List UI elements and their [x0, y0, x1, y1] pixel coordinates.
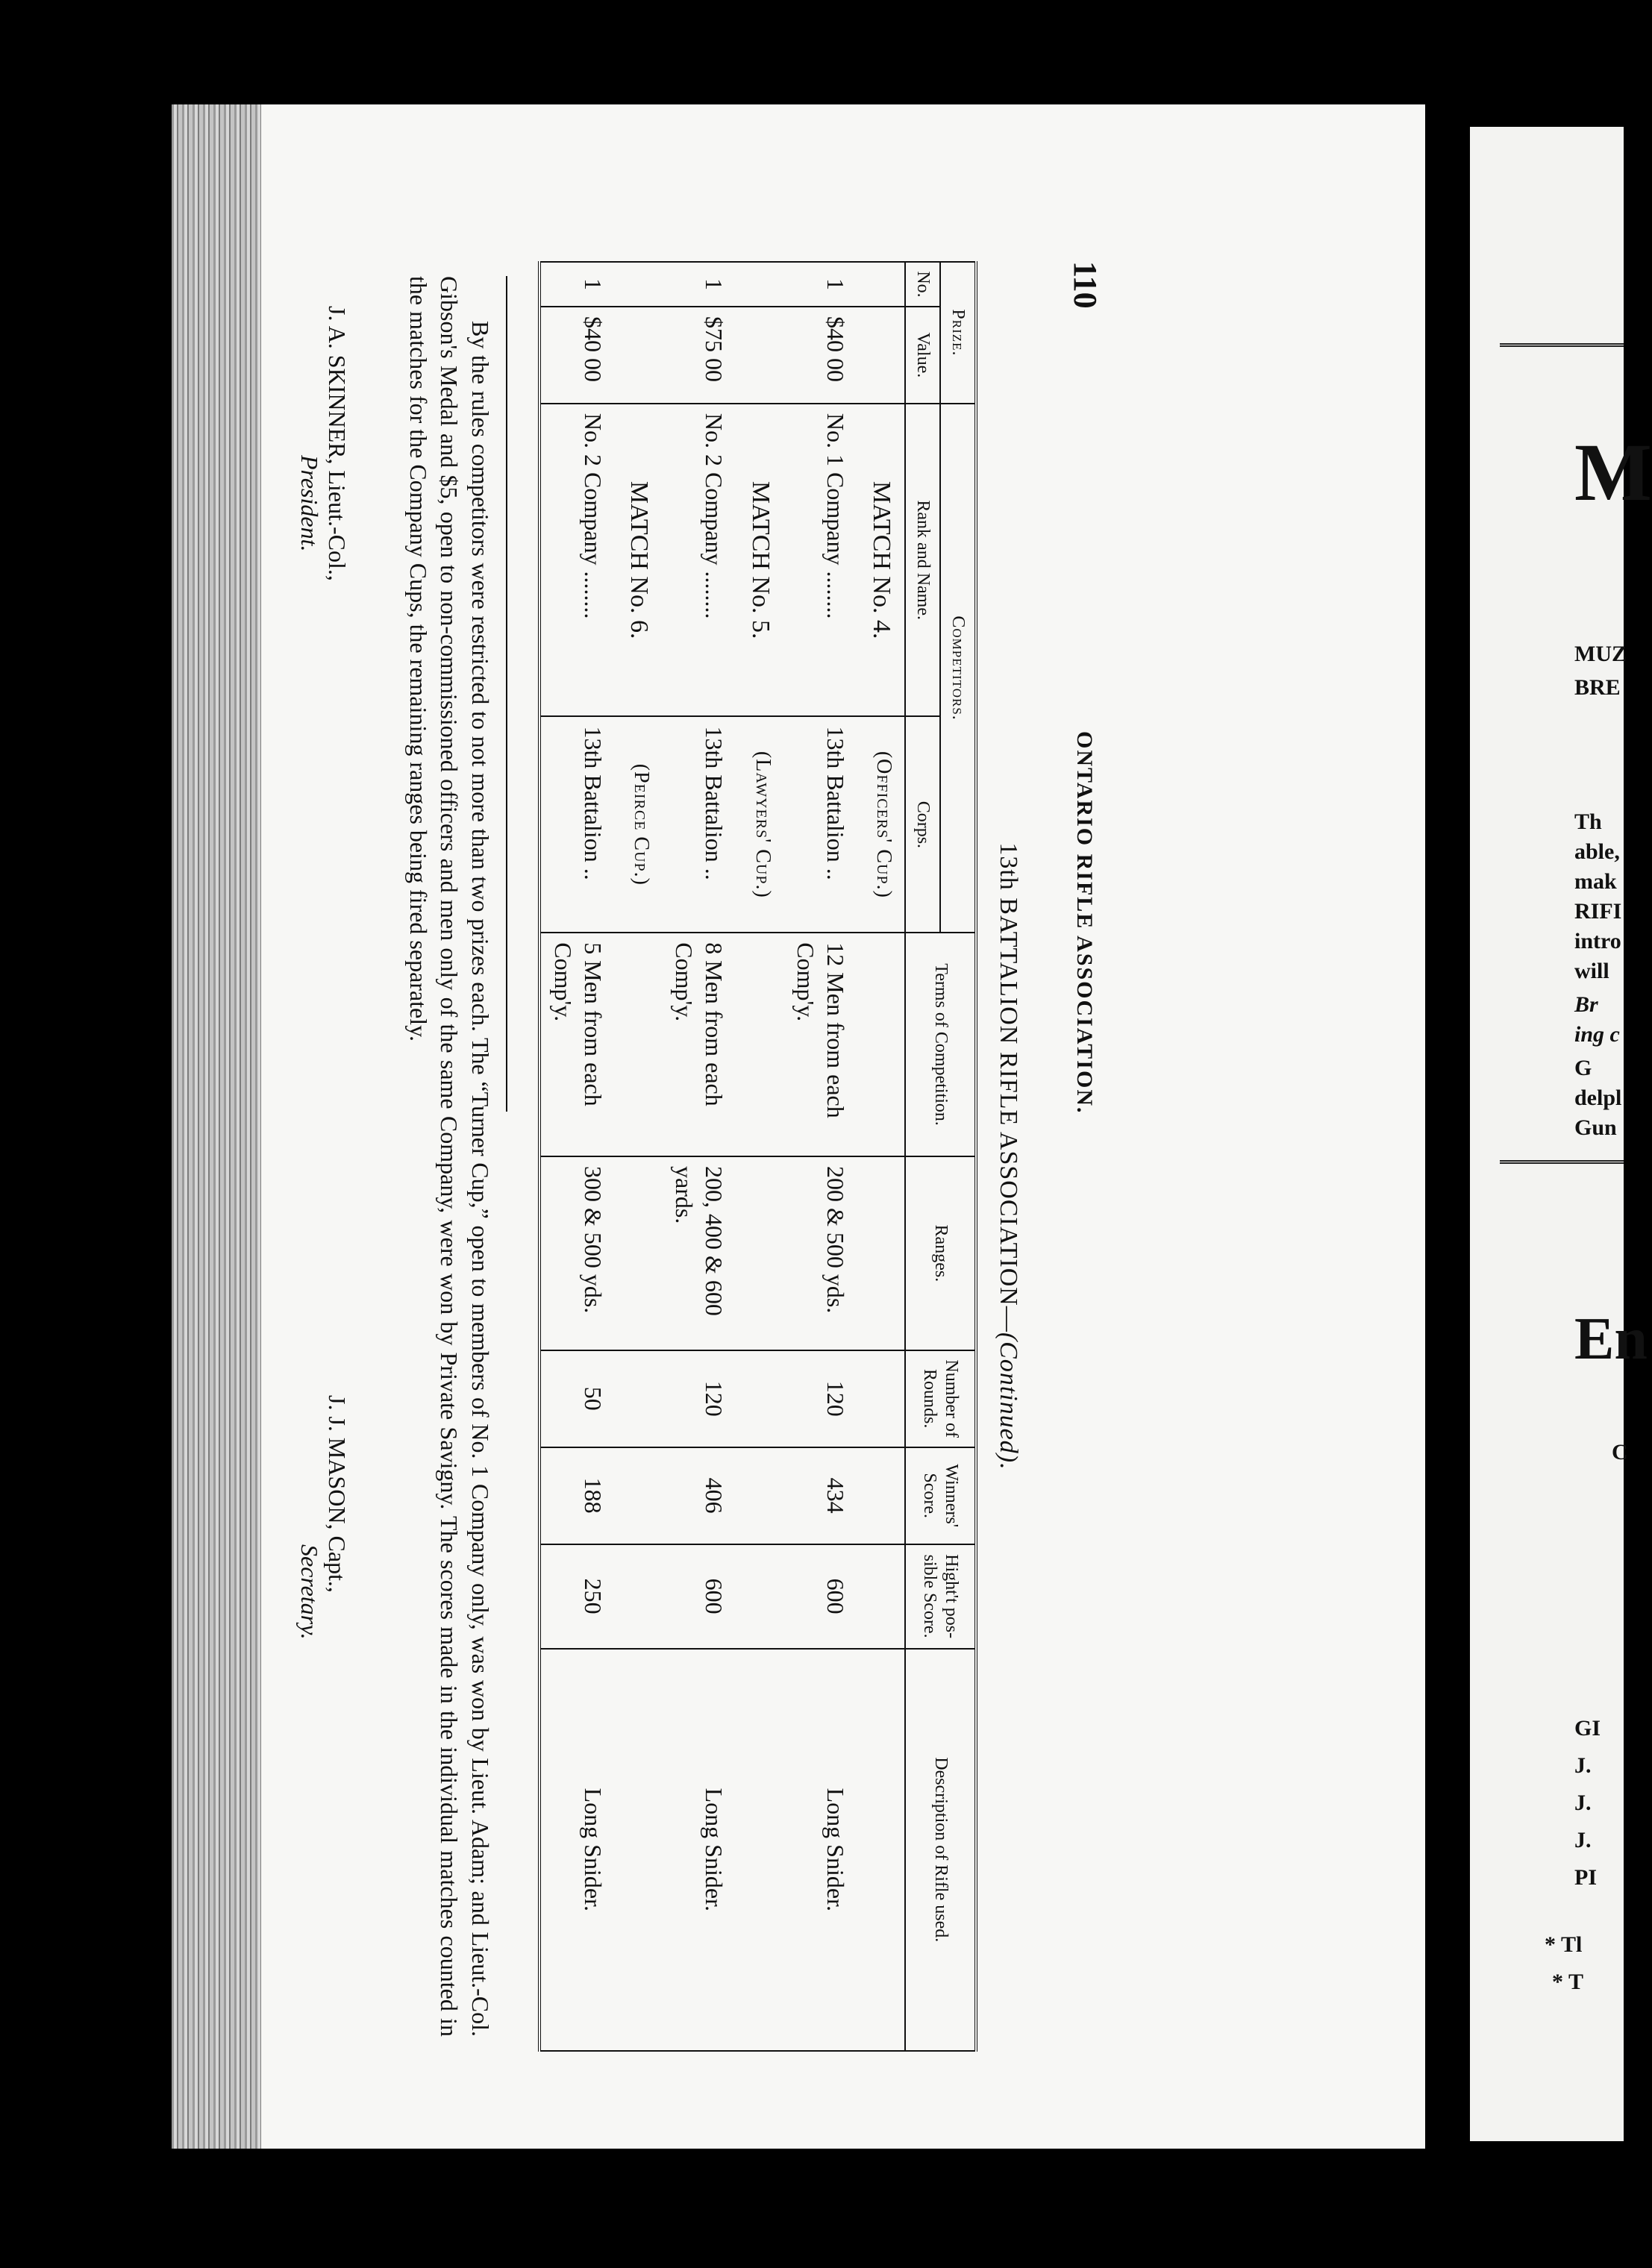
scan-gutter	[172, 104, 261, 2149]
match-heading-row	[616, 262, 663, 2051]
table-row	[539, 262, 616, 2051]
facing-line: BRE	[1574, 675, 1621, 700]
facing-line: J.	[1574, 1753, 1592, 1778]
facing-line: Gun	[1574, 1115, 1617, 1140]
header-ranges: Ranges.	[905, 1156, 976, 1350]
ranges: 200, 400 & 600 yards.	[662, 1156, 736, 1350]
facing-rule-top	[1500, 343, 1624, 347]
match-cup: (Peirce Cup.)	[616, 716, 663, 933]
winners-score: 406	[662, 1447, 736, 1544]
facing-line: PI	[1574, 1865, 1597, 1890]
president-name: J. A. SKINNER, Lieut.-Col.,	[324, 306, 351, 581]
facing-line: G	[1574, 1056, 1592, 1080]
notes-section	[402, 276, 507, 2037]
table-title-continued: (Continued).	[995, 1332, 1022, 1470]
highest-score: 250	[539, 1544, 616, 1649]
facing-big-letter-2: En	[1574, 1306, 1648, 1372]
ranges: 300 & 500 yds.	[539, 1156, 616, 1350]
header-prize: Prize.	[940, 262, 976, 404]
prize-value: $40 00	[539, 307, 616, 404]
facing-big-letter: M	[1574, 427, 1652, 518]
facing-footnote: * Tl	[1545, 1932, 1583, 1957]
facing-rule-mid	[1500, 1160, 1624, 1164]
corps: 13th Battalion ..	[783, 716, 858, 933]
winners-score: 434	[783, 1447, 858, 1544]
prize-value: $75 00	[662, 307, 736, 404]
president-signature	[295, 306, 351, 581]
rank-name: No. 1 Company ........	[783, 404, 858, 717]
rounds: 120	[783, 1350, 858, 1447]
highest-score: 600	[662, 1544, 736, 1649]
match-cup: (Officers' Cup.)	[858, 716, 906, 933]
secretary-title: Secretary.	[296, 1544, 323, 1640]
facing-line: C	[1612, 1440, 1628, 1465]
header-terms: Terms of Competition.	[905, 933, 976, 1156]
table-title	[994, 246, 1022, 2067]
header-corps: Corps.	[905, 716, 940, 933]
notes-paragraph: By the rules competitors were restricted to not more than two prizes each. The “Turner Cup,” open to members of No. 1 Company only, was won by Lieut. Adam; and Lieut.-Col. Gibson's Medal and $5, open to non-commissioned officers and men only of the same Company, were won by Private Savigny. The scores made in the individual matches counted in the matches for the Company Cups, the remaining ranges being fired separately.	[404, 276, 494, 2037]
header-highest-score: Hight't pos-sible Score.	[905, 1544, 976, 1649]
facing-line: able,	[1574, 839, 1620, 864]
match-title: MATCH No. 4.	[858, 404, 906, 717]
prize-value: $40 00	[783, 307, 858, 404]
rifle: Long Snider.	[662, 1649, 736, 2051]
header-value: Value.	[905, 307, 940, 404]
corps: 13th Battalion ..	[539, 716, 616, 933]
running-header	[1045, 246, 1104, 2067]
terms: 5 Men from each Comp'y.	[539, 933, 616, 1156]
prize-no: 1	[783, 262, 858, 307]
ranges: 200 & 500 yds.	[783, 1156, 858, 1350]
facing-line: Br	[1574, 992, 1598, 1017]
notes-rule	[506, 276, 507, 1112]
header-rank-name: Rank and Name.	[905, 404, 940, 717]
highest-score: 600	[783, 1544, 858, 1649]
facing-footnote: * T	[1552, 1970, 1583, 1994]
facing-line: MUZ	[1574, 642, 1627, 666]
rank-name: No. 2 Company ........	[539, 404, 616, 717]
page-number: 110	[1067, 261, 1104, 309]
prize-no: 1	[539, 262, 616, 307]
match-title: MATCH No. 5.	[736, 404, 783, 717]
prize-no: 1	[662, 262, 736, 307]
rifle: Long Snider.	[539, 1649, 616, 2051]
match-heading-row	[858, 262, 906, 2051]
header-rifle: Description of Rifle used.	[905, 1649, 976, 2051]
signatures	[261, 276, 351, 2037]
facing-line: Th	[1574, 809, 1602, 834]
facing-line: mak	[1574, 869, 1617, 894]
rank-name: No. 2 Company ........	[662, 404, 736, 717]
table-row	[783, 262, 858, 2051]
corps: 13th Battalion ..	[662, 716, 736, 933]
match-title: MATCH No. 6.	[616, 404, 663, 717]
header-winners-score: Winners' Score.	[905, 1447, 976, 1544]
rounds: 120	[662, 1350, 736, 1447]
facing-line: J.	[1574, 1791, 1592, 1815]
header-rounds: Number of Rounds.	[905, 1350, 976, 1447]
secretary-name: J. J. MASON, Capt.,	[324, 1395, 351, 1593]
facing-line: will	[1574, 959, 1609, 983]
match-cup: (Lawyers' Cup.)	[736, 716, 783, 933]
terms: 12 Men from each Comp'y.	[783, 933, 858, 1156]
table-row	[662, 262, 736, 2051]
secretary-signature	[295, 1395, 351, 1640]
rifle: Long Snider.	[783, 1649, 858, 2051]
winners-score: 188	[539, 1447, 616, 1544]
match-results-table	[538, 261, 977, 2052]
header-competitors: Competitors.	[940, 404, 976, 933]
rounds: 50	[539, 1350, 616, 1447]
facing-line: GI	[1574, 1716, 1601, 1741]
facing-line: J.	[1574, 1828, 1592, 1852]
president-title: President.	[296, 455, 323, 552]
running-title: ONTARIO RIFLE ASSOCIATION.	[1072, 731, 1097, 1115]
facing-page	[1470, 127, 1652, 2141]
rotated-page-content	[261, 246, 1104, 2067]
header-no: No.	[905, 262, 940, 307]
facing-line: ing c	[1574, 1022, 1620, 1047]
terms: 8 Men from each Comp'y.	[662, 933, 736, 1156]
table-title-main: 13th BATTALION RIFLE ASSOCIATION—	[995, 842, 1022, 1332]
match-heading-row	[736, 262, 783, 2051]
facing-line: RIFI	[1574, 899, 1622, 924]
facing-line: intro	[1574, 929, 1621, 953]
facing-line: delpl	[1574, 1086, 1622, 1110]
